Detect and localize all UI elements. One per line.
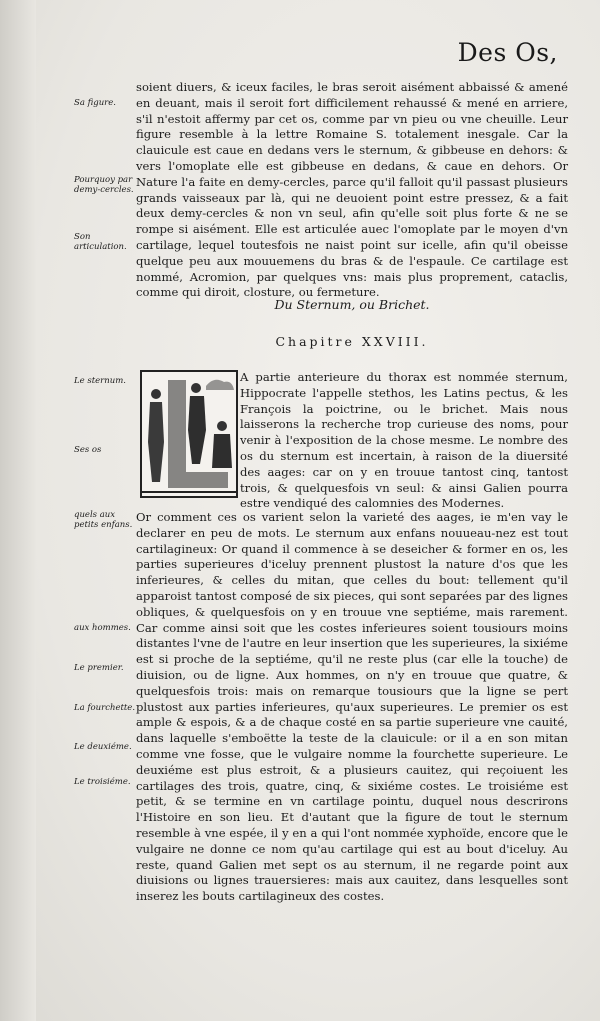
margin-note: Son articulation. [74,232,127,252]
running-header: Des Os, [457,38,558,67]
margin-note: aux hommes. [74,623,131,633]
chapter-heading: Chapitre XXVIII. [275,334,429,349]
margin-note: Pourquoy par demy-cercles. [74,175,134,195]
paragraph: A partie anterieure du thorax est nommée sternum, Hippocrate l'appelle stethos, les Latins pectus, & les François la poictrine, ou le brichet. Mais nous laisserons la recherche trop curieuse des noms, pour venir à l'exposition de la chose mesme. Le nombre des os du sternum est incertain, à raison de la diuersité des aages: car on y en trouue tantost cinq, tantost trois, & quelquesfois vn seul: & ainsi Galien pourra estre vendiqué des calomnies des Modernes. [240,370,568,511]
margin-note: Sa figure. [74,98,116,108]
sternum-continued-text [136,510,568,905]
margin-note: Le deuxiéme. [74,742,132,752]
paragraph: soient diuers, & iceux faciles, le bras seroit aisément abbaissé & amené en deuant, mais il seroit fort difficilement rehaussé & mené en arriere, s'il n'estoit affermy par cet os, comme par vn pieu ou vne cheuille. Leur figure resemble à la lettre Romaine S. totalement inesgale. Car la clauicule est caue en dedans vers le sternum, & gibbeuse en dehors: & vers l'omoplate elle est gibbeuse en dedans, & caue en dehors. Or Nature l'a faite en demy-cercles, parce qu'il falloit qu'il passast plusieurs grands vaisseaux par là, qui ne deuoient point estre pressez, & a fait deux demy-cercles & non vn seul, afin qu'elle soit plus forte & ne se rompe si aisément. Elle est articulée auec l'omoplate par le moyen d'vn cartilage, lequel toutesfois ne naist point sur icelle, afin qu'il obeisse quelque peu aux mouuemens du bras & de l'espaule. Ce cartilage est nommé, Acromion, par quelques vns: mais plus proprement, cataclis, comme qui diroit, closture, ou fermeture. [136,80,568,300]
section-subtitle: Du Sternum, ou Brichet. [274,297,430,312]
margin-note: Le premier. [74,663,124,673]
margin-note: quels aux petits enfans. [74,510,133,530]
woodcut-illustration [142,372,236,496]
woodcut-initial-icon [140,370,238,498]
paragraph: Or comment ces os varient selon la varieté des aages, ie m'en vay le declarer en peu de mots. Le sternum aux enfans nouueau-nez est tout cartilagineux: Or quand il commence à se deseicher & former en os, les parties superieures d'iceluy prennent plustost la nature d'os que les inferieures, & celles du mitan, que celles du bout: tellement qu'il apparoist tantost composé de six pieces, qui sont separées par des lignes obliques, & quelquesfois on y en trouue vne septiéme, mais rarement. Car comme ainsi soit que les costes inferieures soient tousiours moins distantes l'vne de l'autre en leur insertion que les superieures, la sixiéme est si proche de la septiéme, qu'il ne reste plus (car elle la touche) de diuision, ou de ligne. Aux hommes, on n'y en trouue que quatre, & quelquesfois trois: mais on remarque tousiours que la ligne se pert plustost aux parties inferieures, qu'aux superieures. Le premier os est ample & espois, & a de chaque costé en sa partie superieure vne cauité, dans laquelle s'emboëtte la teste de la clauicule: or il a en son mitan comme vne fosse, que le vulgaire nomme la fourchette superieure. Le deuxiéme est plus estroit, & a plusieurs cauitez, qui reçoiuent les cartilages des trois, quatre, cinq, & sixiéme costes. Le troisiéme est petit, & se termine en vn cartilage pointu, duquel nous descrirons l'Histoire en son lieu. Et d'autant que la figure de tout le sternum resemble à vne espée, il y en a qui l'ont nommée xyphoïde, encore que le vulgaire ne donne ce nom qu'au cartilage qui est au bout d'iceluy. Au reste, quand Galien met sept os au sternum, il ne regarde point aux diuisions ou lignes trauersieres: mais aux cauitez, dans lesquelles sont inserez les bouts cartilagineux des costes. [136,510,568,904]
margin-note: Le troisiéme. [74,777,131,787]
section-clavicle-text [136,80,568,301]
margin-note: La fourchette. [74,703,136,713]
margin-note: Ses os [74,445,102,455]
page-gutter [0,0,36,1021]
margin-note: Le sternum. [74,376,126,386]
sternum-opening-text [240,370,568,512]
